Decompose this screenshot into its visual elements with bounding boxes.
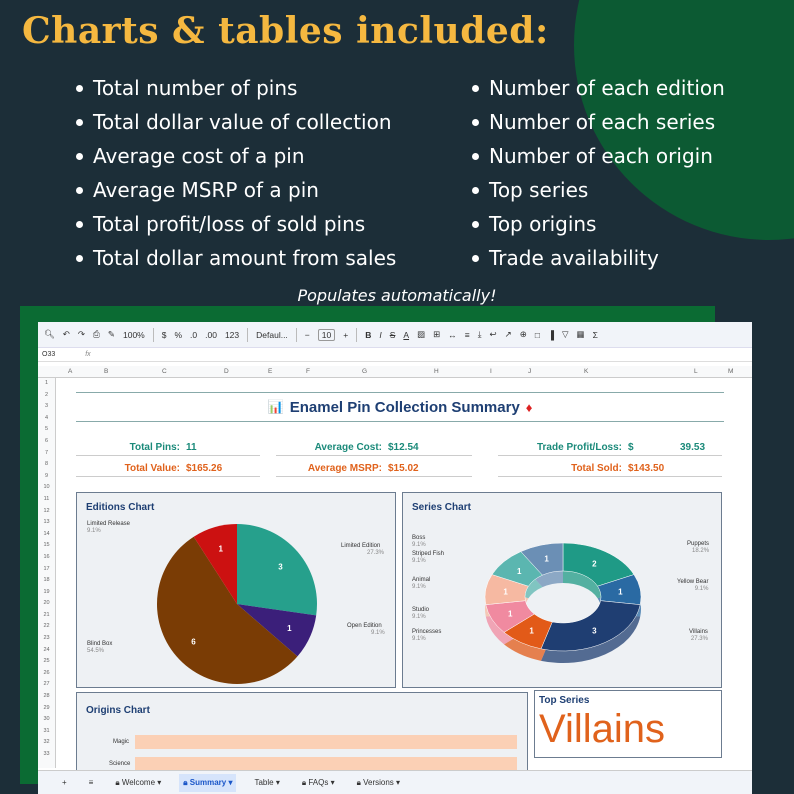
- row-header[interactable]: 16: [43, 553, 50, 560]
- column-header-c[interactable]: C: [162, 368, 167, 375]
- toolbar-divider: [153, 328, 154, 342]
- feature-item: Top origins: [472, 207, 725, 241]
- row-header[interactable]: 28: [43, 693, 50, 700]
- feature-item: Total dollar amount from sales: [76, 241, 396, 275]
- comment-icon[interactable]: □: [534, 329, 540, 340]
- editions-chart-panel[interactable]: [76, 492, 396, 688]
- fx-icon: fx: [85, 351, 91, 358]
- toolbar-divider: [296, 328, 297, 342]
- populates-caption: Populates automatically!: [297, 286, 497, 305]
- origins-chart-panel[interactable]: [76, 692, 528, 772]
- tab-summary[interactable]: 🔒︎ Summary ▾: [179, 774, 236, 792]
- increase-decimal-button[interactable]: .00: [205, 329, 217, 340]
- row-header[interactable]: 24: [43, 646, 50, 653]
- donut-slice-value: 1: [544, 554, 549, 564]
- series-chart-panel[interactable]: [402, 492, 722, 688]
- feature-item: Trade availability: [472, 241, 725, 275]
- align-icon[interactable]: ≡: [464, 329, 470, 340]
- column-headers: [38, 366, 752, 378]
- rotate-icon[interactable]: ↗: [504, 329, 512, 339]
- font-size-increase-icon[interactable]: +: [343, 329, 349, 340]
- print-icon[interactable]: ⎙: [93, 329, 100, 339]
- toolbar: [38, 322, 752, 348]
- formula-bar: [38, 348, 752, 362]
- decrease-decimal-button[interactable]: .0: [190, 329, 198, 340]
- feature-list-left: [76, 71, 396, 275]
- feature-item: Number of each series: [472, 105, 725, 139]
- wrap-icon[interactable]: ↩: [489, 329, 497, 339]
- fill-color-icon[interactable]: ▨: [417, 329, 426, 339]
- bullet-icon: [472, 221, 479, 228]
- row-header[interactable]: 21: [43, 611, 50, 618]
- filter-icon[interactable]: ▽: [562, 329, 569, 339]
- bullet-icon: [76, 85, 83, 92]
- donut-slice-value: 1: [503, 587, 508, 597]
- row-header[interactable]: 2: [44, 391, 49, 398]
- bar-magic: [135, 735, 517, 749]
- row-header[interactable]: 1: [44, 380, 49, 386]
- bullet-icon: [472, 255, 479, 262]
- top-series-label: Top Series: [539, 695, 590, 706]
- column-header-h[interactable]: H: [434, 368, 439, 375]
- add-sheet-icon[interactable]: +: [62, 778, 67, 787]
- column-header-i[interactable]: I: [490, 368, 492, 375]
- font-size-decrease-icon[interactable]: −: [304, 329, 310, 340]
- bullet-icon: [76, 221, 83, 228]
- donut-slice-villains: [541, 601, 640, 651]
- pie-slice-value: 6: [191, 637, 196, 647]
- bullet-icon: [76, 187, 83, 194]
- legend-princesses: Princesses 9.1%: [412, 629, 442, 642]
- bar-label-magic: Magic: [113, 739, 130, 745]
- average-cost-stat: Average Cost: $12.54: [276, 440, 472, 456]
- borders-icon[interactable]: ⊞: [433, 329, 441, 339]
- row-header[interactable]: 23: [43, 635, 50, 642]
- bullet-icon: [472, 153, 479, 160]
- feature-list-right: [472, 71, 725, 275]
- diamond-icon: ♦: [525, 399, 533, 415]
- row-header[interactable]: 6: [44, 437, 49, 444]
- legend-limited-edition: Limited Edition 27.3%: [341, 543, 385, 556]
- series-chart-title: Series Chart: [412, 502, 471, 513]
- search-icon[interactable]: 🔍︎: [44, 329, 55, 339]
- spreadsheet-window: [38, 322, 752, 794]
- row-header[interactable]: 19: [43, 588, 50, 595]
- legend-striped-fish: Striped Fish 9.1%: [412, 551, 445, 564]
- row-header[interactable]: 9: [44, 472, 49, 479]
- legend-blind-box: Blind Box 54.5%: [87, 641, 113, 654]
- legend-puppets: Puppets 18.2%: [687, 541, 710, 554]
- editions-chart-title: Editions Chart: [86, 502, 155, 513]
- row-header[interactable]: 30: [43, 716, 50, 723]
- legend-studio: Studio 9.1%: [412, 607, 430, 620]
- legend-villains: Villains 27.3%: [689, 629, 708, 642]
- pie-slice-value: 1: [287, 623, 292, 633]
- name-box[interactable]: O33: [42, 351, 56, 358]
- feature-item: Number of each edition: [472, 71, 725, 105]
- donut-slice-value: 1: [529, 626, 534, 636]
- donut-slice-value: 1: [618, 587, 623, 597]
- row-header[interactable]: 10: [43, 484, 50, 491]
- bar-science: [135, 757, 517, 771]
- total-value-stat: Total Value: $165.26: [76, 461, 260, 477]
- row-header[interactable]: 7: [44, 449, 49, 456]
- donut-slice-value: 1: [508, 609, 513, 619]
- row-header[interactable]: 33: [43, 751, 50, 757]
- row-header[interactable]: 15: [43, 542, 50, 549]
- top-series-card: [534, 690, 722, 758]
- summary-title: 📊 Enamel Pin Collection Summary ♦: [76, 392, 724, 422]
- row-header[interactable]: 22: [43, 623, 50, 630]
- valign-icon[interactable]: ⤓: [477, 329, 482, 339]
- undo-icon[interactable]: ↶: [62, 329, 70, 339]
- paint-format-icon[interactable]: ✎: [107, 329, 115, 339]
- row-header[interactable]: 11: [43, 495, 50, 502]
- origins-chart-title: Origins Chart: [86, 705, 150, 716]
- column-header-f[interactable]: F: [306, 368, 310, 375]
- column-header-g[interactable]: G: [362, 368, 368, 375]
- all-sheets-icon[interactable]: ≡: [88, 778, 94, 787]
- row-header[interactable]: 25: [43, 658, 50, 665]
- bar-chart-icon: 📊: [267, 399, 284, 414]
- tab-faqs[interactable]: 🔒︎ FAQs ▾: [301, 777, 335, 787]
- font-select[interactable]: Defaul...: [256, 329, 288, 340]
- column-header-l[interactable]: L: [694, 368, 698, 375]
- donut-slice-value: 3: [592, 626, 597, 636]
- legend-animal: Animal 9.1%: [412, 577, 431, 590]
- legend-boss: Boss 9.1%: [412, 535, 426, 548]
- filter-views-icon[interactable]: ▦: [576, 329, 585, 339]
- italic-icon[interactable]: I: [379, 329, 382, 340]
- merge-cells-icon[interactable]: ↔: [448, 329, 457, 340]
- row-header[interactable]: 29: [43, 704, 50, 711]
- row-header[interactable]: 18: [43, 577, 50, 584]
- feature-item: Average MSRP of a pin: [76, 173, 396, 207]
- bullet-icon: [76, 255, 83, 262]
- toolbar-divider: [356, 328, 357, 342]
- trade-profit-stat: Trade Profit/Loss: $ 39.53: [498, 440, 722, 456]
- redo-icon[interactable]: ↷: [77, 329, 86, 339]
- column-header-j[interactable]: J: [528, 368, 532, 375]
- bullet-icon: [472, 187, 479, 194]
- donut-slice-value: 2: [592, 559, 597, 569]
- column-header-k[interactable]: K: [584, 368, 589, 375]
- column-header-d[interactable]: D: [224, 368, 229, 375]
- feature-item: Total number of pins: [76, 71, 396, 105]
- row-header[interactable]: 12: [43, 507, 50, 514]
- headline: Charts & tables included:: [22, 10, 549, 52]
- average-msrp-stat: Average MSRP: $15.02: [276, 461, 472, 477]
- tab-table[interactable]: Table ▾: [254, 778, 280, 787]
- row-header[interactable]: 27: [43, 681, 50, 688]
- row-header[interactable]: 3: [44, 403, 49, 410]
- total-sold-stat: Total Sold: $143.50: [498, 461, 722, 477]
- column-header-a[interactable]: A: [68, 368, 73, 375]
- row-header[interactable]: 32: [43, 739, 50, 746]
- row-header[interactable]: 8: [44, 461, 49, 468]
- row-header[interactable]: 31: [43, 727, 50, 734]
- pie-slice-limited-edition: [237, 524, 317, 615]
- column-header-m[interactable]: M: [728, 368, 734, 375]
- text-color-icon[interactable]: A: [403, 329, 410, 340]
- pie-slice-value: 1: [218, 544, 223, 554]
- column-header-e[interactable]: E: [268, 368, 273, 375]
- link-icon[interactable]: ⊕: [519, 329, 527, 339]
- legend-open-edition: Open Edition 9.1%: [347, 623, 385, 636]
- feature-item: Total profit/loss of sold pins: [76, 207, 396, 241]
- row-header[interactable]: 20: [43, 600, 50, 607]
- top-series-value: Villains: [539, 707, 665, 751]
- tab-versions[interactable]: 🔒︎ Versions ▾: [356, 777, 401, 787]
- zoom-select[interactable]: 100%: [122, 329, 145, 340]
- row-header[interactable]: 13: [43, 519, 50, 526]
- feature-item: Top series: [472, 173, 725, 207]
- strikethrough-icon[interactable]: S: [389, 329, 396, 340]
- column-header-b[interactable]: B: [104, 368, 109, 375]
- feature-item: Average cost of a pin: [76, 139, 396, 173]
- feature-item: Total dollar value of collection: [76, 105, 396, 139]
- series-donut-chart: [403, 493, 723, 689]
- bullet-icon: [472, 119, 479, 126]
- currency-format-button[interactable]: $: [161, 329, 167, 340]
- sheet-tabs: [38, 770, 752, 794]
- row-header[interactable]: 17: [43, 565, 50, 572]
- legend-yellow-bear: Yellow Bear 9.1%: [677, 579, 709, 592]
- bullet-icon: [76, 153, 83, 160]
- font-size-input[interactable]: 10: [318, 329, 335, 341]
- functions-icon[interactable]: Σ: [592, 329, 598, 340]
- percent-format-button[interactable]: %: [174, 329, 183, 340]
- tab-welcome[interactable]: 🔒︎ Welcome ▾: [115, 777, 162, 787]
- row-header[interactable]: 5: [44, 426, 49, 433]
- donut-slice-value: 1: [516, 566, 522, 576]
- chart-icon[interactable]: ▐: [547, 329, 554, 340]
- bar-label-science: Science: [109, 761, 131, 767]
- bullet-icon: [472, 85, 479, 92]
- feature-item: Number of each origin: [472, 139, 725, 173]
- total-pins-stat: Total Pins: 11: [76, 440, 260, 456]
- pie-slice-value: 3: [278, 562, 283, 572]
- row-header[interactable]: 26: [43, 669, 50, 676]
- bullet-icon: [76, 119, 83, 126]
- toolbar-divider: [247, 328, 248, 342]
- row-header[interactable]: 4: [44, 414, 49, 421]
- more-formats-button[interactable]: 123: [224, 329, 240, 340]
- bold-icon[interactable]: B: [365, 329, 372, 340]
- row-header[interactable]: 14: [43, 530, 50, 537]
- row-headers: [38, 378, 56, 768]
- legend-limited-release: Limited Release 9.1%: [87, 521, 131, 534]
